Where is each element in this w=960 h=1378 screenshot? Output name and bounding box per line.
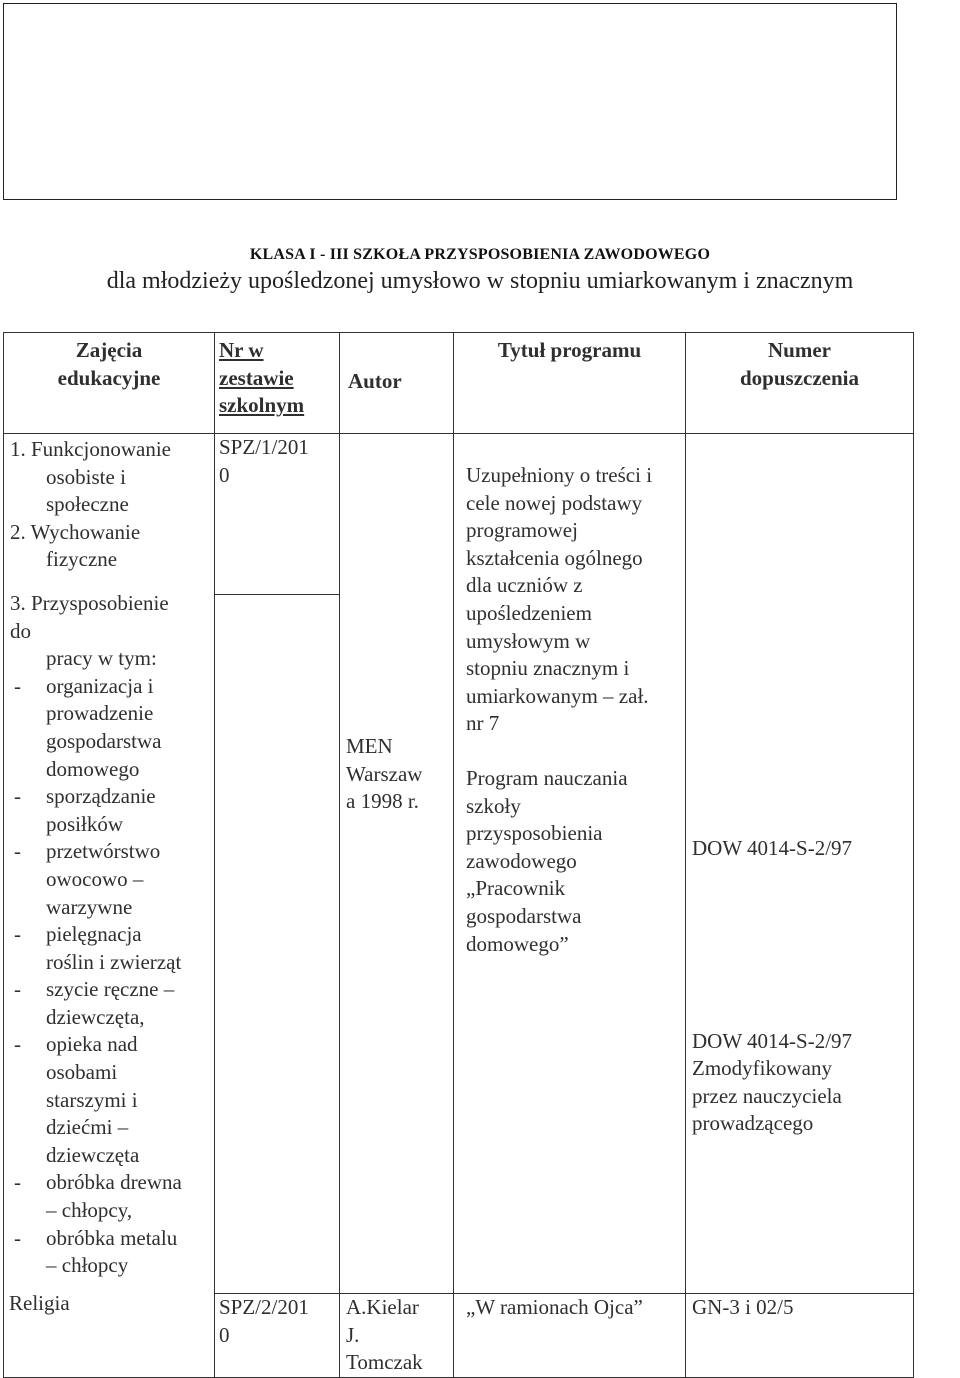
program-line: gospodarstwa (466, 903, 582, 928)
list-dash: - (14, 1225, 21, 1250)
list-dash: - (14, 784, 21, 809)
number-cell-2 (686, 1294, 914, 1378)
empty-header-box (3, 3, 897, 200)
subject-sublist-line (10, 1142, 214, 1170)
list-dash: - (14, 1170, 21, 1195)
subject-sublist-line (10, 1004, 214, 1032)
header-number-line: szkolnym (219, 393, 305, 418)
subject-line: 2. Wychowanie (10, 519, 141, 544)
subject-line: pracy w tym: (46, 646, 157, 671)
number-line: Zmodyfikowany (692, 1056, 832, 1081)
subject-line: osobiste i (46, 464, 126, 489)
subject-sublist-line (10, 1225, 214, 1253)
program-line: stopniu znacznym i (466, 656, 630, 681)
list-text: przetwórstwo (46, 839, 161, 864)
program-line: „Pracownik (466, 876, 566, 901)
list-text: obróbka metalu (46, 1225, 178, 1250)
list-text: – chłopcy, (46, 1198, 133, 1223)
author-line: Tomczak (346, 1350, 423, 1375)
header-program-label: Tytuł programu (497, 338, 642, 362)
header-program-title (454, 333, 686, 434)
list-text: roślin i zwierząt (46, 949, 182, 974)
nr-line: SPZ/1/201 (219, 435, 309, 459)
subject-sublist-line (10, 1087, 214, 1115)
subject-sublist-line (10, 866, 214, 894)
author-line: J. (346, 1322, 360, 1347)
subject-sublist-line (10, 1031, 214, 1059)
subject-line: społeczne (46, 492, 129, 517)
program-line: domowego” (466, 931, 569, 956)
program-line: „W ramionach Ojca” (466, 1295, 643, 1319)
subject-sublist-line (10, 1169, 214, 1197)
author-cell-1 (340, 434, 454, 1294)
author-line: MEN (346, 734, 393, 758)
author-cell-2 (340, 1294, 454, 1378)
subject-sublist-line (10, 783, 214, 811)
religion-label: Religia (9, 1291, 70, 1315)
number-line: prowadzącego (692, 1111, 814, 1136)
subject-sublist-line (10, 811, 214, 839)
author-line: Warszaw (346, 761, 423, 786)
program-line: dla uczniów z (466, 573, 583, 598)
subject-line: do (10, 618, 31, 643)
subject-sublist-line (10, 949, 214, 977)
class-heading: KLASA I - III SZKOŁA PRZYSPOSOBIENIA ZAWODOWEGO (249, 246, 711, 263)
subject-sublist-line (10, 728, 214, 756)
curriculum-table (3, 332, 914, 1378)
class-subheading: dla młodzieży upośledzonej umysłowo w stopniu umiarkowanym i znacznym (106, 268, 854, 294)
program-line: umysłowym w (466, 628, 591, 653)
list-text: dziewczęta, (46, 1004, 145, 1029)
list-dash: - (14, 1032, 21, 1057)
program-line: Program nauczania (466, 765, 628, 790)
list-dash: - (14, 977, 21, 1002)
list-text: posiłków (46, 811, 124, 836)
nr-cell-1 (215, 434, 340, 1294)
subject-sublist-line (10, 838, 214, 866)
nr-line: 0 (219, 462, 230, 487)
author-line: A.Kielar (346, 1295, 419, 1319)
nr-line: SPZ/2/201 (219, 1295, 309, 1319)
header-approval-line: dopuszczenia (739, 365, 859, 390)
subject-sublist-line (10, 894, 214, 922)
header-number-line: Nr w (219, 338, 264, 362)
program-line: przysposobienia (466, 821, 603, 846)
header-author-label: Autor (348, 369, 402, 393)
list-text: domowego (46, 756, 140, 781)
program-line: kształcenia ogólnego (466, 545, 643, 570)
program-line: cele nowej podstawy (466, 490, 643, 515)
program-cell-2 (454, 1294, 686, 1378)
number-cell-1 (686, 434, 914, 1294)
header-subjects (4, 333, 215, 434)
header-number-line: zestawie (219, 365, 294, 390)
program-line: umiarkowanym – zał. (466, 683, 649, 708)
subject-sublist-line (10, 1114, 214, 1142)
program-line: upośledzeniem (466, 600, 592, 625)
subject-line: 3. Przysposobienie (10, 590, 169, 615)
program-line: Uzupełniony o treści i (466, 463, 653, 487)
list-text: prowadzenie (46, 701, 154, 726)
nr-line: 0 (219, 1322, 230, 1347)
header-approval-number (686, 333, 914, 434)
program-line: programowej (466, 518, 578, 543)
number-line: GN-3 i 02/5 (692, 1295, 794, 1319)
nr-cell-2 (215, 1294, 340, 1378)
subject-sublist-line (10, 756, 214, 784)
list-dash: - (14, 839, 21, 864)
subject-line: fizyczne (46, 547, 118, 572)
subject-sublist-line (10, 921, 214, 949)
subject-sublist-line (10, 673, 214, 701)
number-line: przez nauczyciela (692, 1083, 842, 1108)
subject-sublist-line (10, 1059, 214, 1087)
list-text: opieka nad (46, 1032, 138, 1057)
header-number-in-set (215, 333, 340, 434)
list-dash: - (14, 673, 21, 698)
table-row (4, 434, 914, 1294)
author-line: a 1998 r. (346, 789, 419, 814)
list-text: organizacja i (46, 673, 154, 698)
list-text: owocowo – (46, 866, 144, 891)
number-line: DOW 4014-S-2/97 (692, 836, 853, 860)
table-header-row (4, 333, 914, 434)
program-line: zawodowego (466, 848, 577, 873)
list-text: – chłopcy (46, 1253, 129, 1278)
list-text: warzywne (46, 894, 133, 919)
header-approval-line: Numer (768, 338, 831, 362)
program-line: szkoły (466, 793, 521, 818)
list-text: osobami (46, 1060, 118, 1085)
subject-sublist (10, 673, 214, 1280)
subjects-cell (4, 434, 215, 1378)
list-text: dziewczęta (46, 1142, 140, 1167)
subject-sublist-line (10, 1197, 214, 1225)
list-text: szycie ręczne – (46, 977, 175, 1002)
list-text: gospodarstwa (46, 728, 162, 753)
header-author (340, 333, 454, 434)
list-text: starszymi i (46, 1087, 138, 1112)
list-text: sporządzanie (46, 784, 156, 809)
subject-sublist-line (10, 976, 214, 1004)
list-text: dziećmi – (46, 1115, 129, 1140)
list-text: pielęgnacja (46, 922, 142, 947)
program-line: nr 7 (466, 711, 500, 736)
subject-sublist-line (10, 700, 214, 728)
list-dash: - (14, 922, 21, 947)
program-cell-1 (454, 434, 686, 1294)
list-text: obróbka drewna (46, 1170, 182, 1195)
header-subjects-line: Zajęcia (75, 338, 143, 362)
subject-sublist-line (10, 1252, 214, 1280)
header-subjects-line: edukacyjne (57, 365, 161, 390)
number-line: DOW 4014-S-2/97 (692, 1028, 853, 1053)
subject-line: 1. Funkcjonowanie (10, 437, 171, 461)
